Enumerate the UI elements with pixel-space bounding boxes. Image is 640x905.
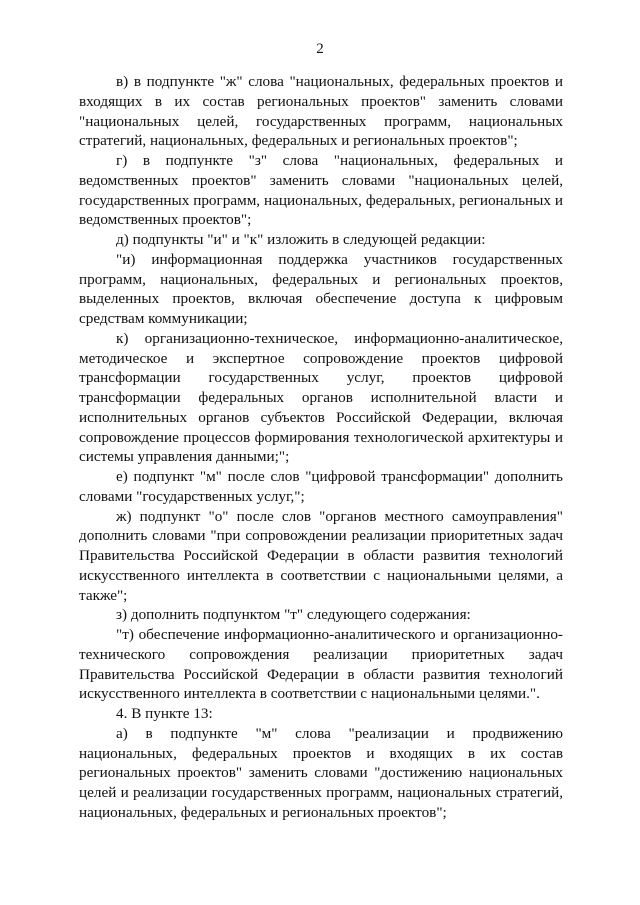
paragraph-g-subitem-z: г) в подпункте "з" слова "национальных, федеральных и ведомственных проектов" заменить словами "национальных целей, государственных программ, национальных, федеральных, региональных и ведомственных проектов"; [79, 152, 563, 229]
paragraph-v-subitem-zh: в) в подпункте "ж" слова "национальных, федеральных проектов и входящих в их состав региональных проектов" заменить словами "национальных целей, государственных программ, национальных стратегий, национальных, федеральных и региональных проектов"; [79, 73, 563, 150]
paragraph-k-org-tech-support: к) организационно-техническое, информационно-аналитическое, методическое и экспертное сопровождение проектов цифровой трансформации государственных услуг, проектов цифровой трансформации федеральных органов исполнительной власти и исполнительных органов субъектов Российской Федерации, включая сопровождение процессов формирования технологической архитектуры и системы управления данными;"; [79, 329, 563, 466]
paragraph-i-info-support: "и) информационная поддержка участников государственных программ, национальных, федеральных и региональных проектов, выделенных проектов, включая обеспечение доступа к цифровым средствам коммуникации; [79, 250, 563, 327]
paragraph-zh-subitem-o: ж) подпункт "о" после слов "органов местного самоуправления" дополнить словами "при сопровождении реализации приоритетных задач Правительства Российской Федерации в области развития технологий искусственного интеллекта в соответствии с национальными целями, а также"; [79, 507, 563, 604]
paragraph-item-13: 4. В пункте 13: [116, 705, 213, 722]
paragraph-a-subitem-m: а) в подпункте "м" слова "реализации и продвижению национальных, федеральных проектов и входящих в их состав региональных проектов" заменить словами "достижению национальных целей и реализации государственных программ, национальных стратегий, национальных, федеральных и региональных проектов"; [79, 724, 563, 821]
paragraph-d-subitems-i-k: д) подпункты "и" и "к" изложить в следующей редакции: [116, 231, 486, 248]
paragraph-z-add-subitem-t: з) дополнить подпунктом "т" следующего содержания: [116, 606, 471, 624]
paragraph-t-info-analytic: "т) обеспечение информационно-аналитического и организационно-технического сопровождения реализации приоритетных задач Правительства Российской Федерации в области развития технологий искусственного интеллекта в соответствии с национальными целями.". [79, 626, 563, 703]
page-number: 2 [316, 41, 324, 57]
document-body [79, 72, 563, 823]
paragraph-e-subitem-m: е) подпункт "м" после слов "цифровой трансформации" дополнить словами "государственных услуг,"; [79, 468, 563, 505]
